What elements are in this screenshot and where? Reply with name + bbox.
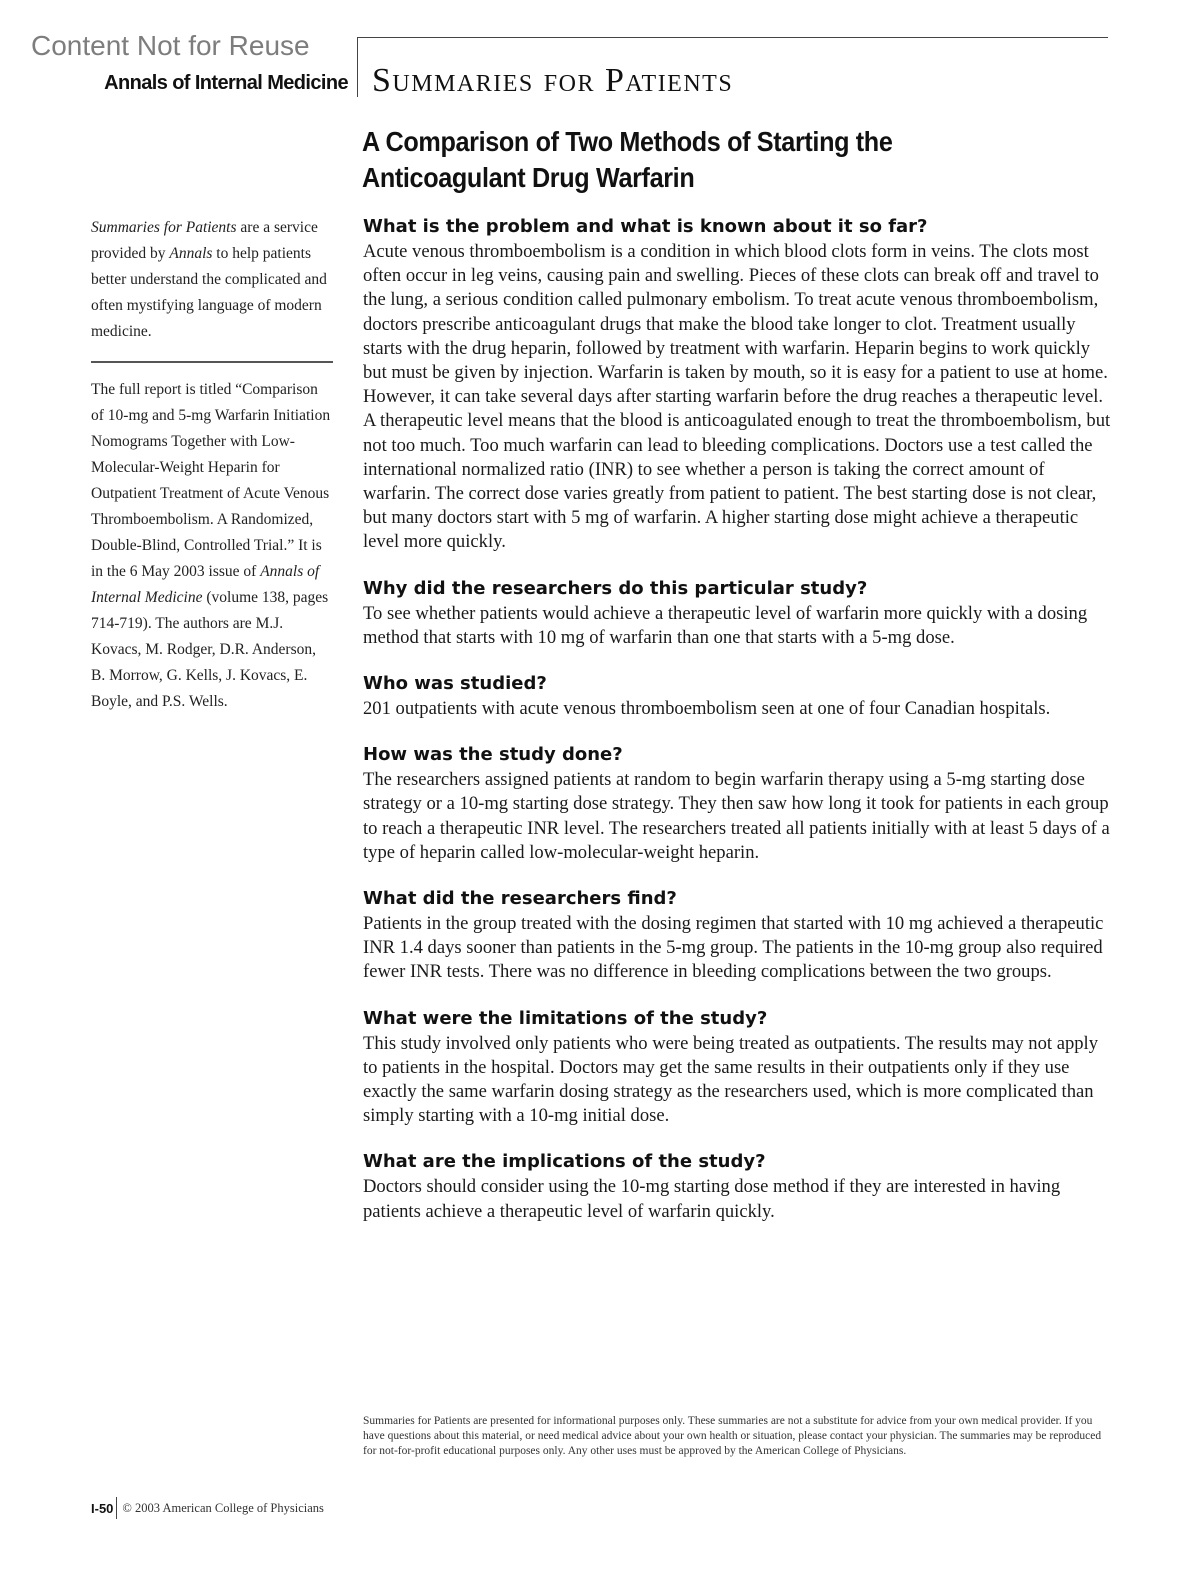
section-who (363, 671, 1111, 721)
page-number: I-50 (91, 1500, 114, 1516)
section-problem (363, 214, 1111, 555)
sidebar-reference (91, 377, 333, 715)
sidebar-ref-journal: Annals of Internal Medicine (91, 563, 320, 606)
journal-name: Annals of Internal Medicine (104, 72, 348, 94)
header-rule (358, 37, 1108, 38)
watermark-text: Content Not for Reuse (31, 30, 310, 61)
sidebar-ref-text: The full report is titled “Comparison of 10-mg and 5-mg Warfarin Initiation Nomograms Together with Low-Molecular-Weight Heparin for Outpatient Treatment of Acute Venous Thromboembolism. A Randomized, Double-Blind, Controlled Trial.” It is in the 6 May 2003 issue of (91, 381, 331, 580)
section-heading: How was the study done? (363, 744, 623, 766)
sidebar-intro (91, 215, 333, 345)
copyright: © 2003 American College of Physicians (122, 1500, 324, 1515)
header-divider (357, 37, 358, 97)
article-title: A Comparison of Two Methods of Starting the Anticoagulant Drug Warfarin (362, 126, 893, 193)
sidebar-intro-annals: Annals (169, 245, 213, 262)
sidebar-divider (91, 361, 333, 363)
disclaimer: Summaries for Patients are presented for informational purposes only. These summaries are not a substitute for advice from your own medical provider. If you have questions about this material, or need medical advice about your own health or situation, please contact your physician. The summaries may be reproduced for not-for-profit educational purposes only. Any other uses must be approved by the American College of Physicians. (363, 1415, 1102, 1457)
section-heading: What are the implications of the study? (363, 1151, 766, 1173)
section-title: Summaries for Patients (372, 62, 734, 99)
section-body: Acute venous thromboembolism is a condition in which blood clots form in veins. The clots most often occur in leg veins, causing pain and swelling. Pieces of these clots can break off and travel to the lung, a serious condition called pulmonary embolism. To treat acute venous thromboembolism, doctors prescribe anticoagulant drugs that make the blood take longer to clot. Treatment usually starts with the drug heparin, followed by treatment with warfarin. Heparin begins to work quickly but must be given by injection. Warfarin is taken by mouth, so it is easy for a patient to use at home. However, it can take several days after starting warfarin before the drug reaches a therapeutic level. A therapeutic level means that the blood is anticoagulated enough to treat the thromboembolism, but not too much. Too much warfarin can lead to bleeding complications. Doctors use a test called the international normalized ratio (INR) to see whether a person is taking the correct amount of warfarin. The correct dose varies greatly from patient to patient. The best starting dose is not clear, but many doctors start with 5 mg of warfarin. A higher starting dose might achieve a therapeutic level more quickly. (363, 241, 1111, 553)
sidebar-intro-lead: Summaries for Patients (91, 219, 237, 236)
section-heading: Why did the researchers do this particular study? (363, 577, 868, 599)
page-footer (91, 1497, 324, 1519)
article-body (363, 214, 1111, 1245)
section-findings (363, 886, 1111, 985)
section-heading: What did the researchers find? (363, 888, 677, 910)
footer-divider (116, 1497, 117, 1519)
sidebar-intro-mid: are a service provided by (91, 219, 318, 262)
section-body: 201 outpatients with acute venous thromboembolism seen at one of four Canadian hospitals. (363, 698, 1051, 720)
section-body: The researchers assigned patients at random to begin warfarin therapy using a 5-mg starting dose strategy or a 10-mg starting dose strategy. They then saw how long it took for patients in each group to reach a therapeutic INR level. The researchers treated all patients initially with at least 5 days of a type of heparin called low-molecular-weight heparin. (363, 769, 1110, 863)
section-heading: Who was studied? (363, 673, 547, 695)
section-body: Doctors should consider using the 10-mg starting dose method if they are interested in having patients achieve a therapeutic level of warfarin quickly. (363, 1176, 1061, 1222)
section-limitations (363, 1006, 1111, 1129)
section-body: To see whether patients would achieve a therapeutic level of warfarin more quickly with a dosing method that starts with 10 mg of warfarin than one that starts with a 5-mg dose. (363, 602, 1088, 648)
section-heading: What were the limitations of the study? (363, 1007, 768, 1029)
sidebar-intro-tail: to help patients better understand the complicated and often mystifying language of modern medicine. (91, 245, 327, 340)
section-how (363, 742, 1111, 865)
section-body: This study involved only patients who were being treated as outpatients. The results may not apply to patients in the hospital. Doctors may get the same results in their outpatients only if they use exactly the same warfarin dosing strategy as the researchers used, which is more complicated than simply starting with a 10-mg initial dose. (363, 1032, 1098, 1127)
section-implications (363, 1149, 1111, 1223)
sidebar-ref-details: (volume 138, pages 714-719). The authors are M.J. Kovacs, M. Rodger, D.R. Anderson, B. Morrow, G. Kells, J. Kovacs, E. Boyle, and P.S. Wells. (91, 589, 329, 710)
section-body: Patients in the group treated with the dosing regimen that started with 10 mg achieved a therapeutic INR 1.4 days sooner than patients in the 5-mg group. The patients in the 10-mg group also required fewer INR tests. There was no difference in bleeding complications between the two groups. (363, 913, 1104, 983)
section-heading: What is the problem and what is known about it so far? (363, 216, 928, 237)
section-why (363, 576, 1111, 650)
